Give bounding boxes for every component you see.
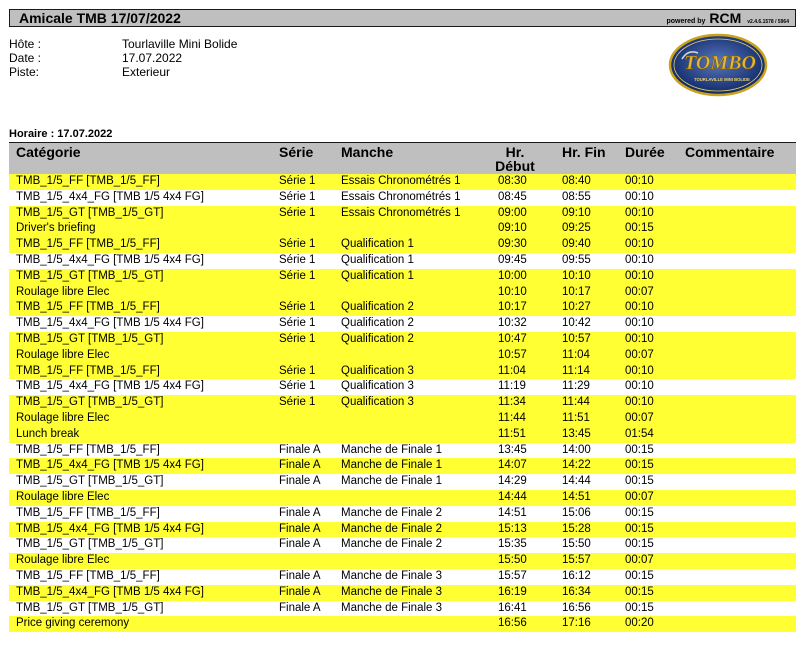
info-host-value: Tourlaville Mini Bolide [122,37,238,51]
cell-debut: 15:57 [498,569,527,582]
cell-debut: 10:32 [498,317,527,330]
table-row [9,458,796,474]
cell-debut: 14:07 [498,459,527,472]
info-date-label: Date : [9,51,42,65]
cell-serie: Finale A [279,522,321,535]
cell-debut: 16:41 [498,601,527,614]
cell-debut: 10:47 [498,332,527,345]
cell-fin: 09:25 [562,222,591,235]
logo-text: TOMBO [684,52,756,74]
cell-debut: 09:45 [498,253,527,266]
cell-categorie: Roulage libre Elec [16,348,110,361]
cell-categorie: TMB_1/5_FF [TMB_1/5_FF] [16,238,160,251]
cell-duree: 00:10 [625,332,654,345]
cell-duree: 00:10 [625,364,654,377]
cell-categorie: TMB_1/5_GT [TMB_1/5_GT] [16,206,164,219]
table-row [9,616,796,632]
table-row [9,427,796,443]
cell-manche: Qualification 1 [341,253,414,266]
table-row [9,269,796,285]
cell-duree: 00:07 [625,348,654,361]
table-row [9,348,796,364]
table-row [9,221,796,237]
cell-fin: 15:28 [562,522,591,535]
table-row [9,569,796,585]
cell-manche: Qualification 2 [341,301,414,314]
col-header-serie: Série [279,144,314,160]
cell-manche: Manche de Finale 1 [341,459,443,472]
col-header-commentaire: Commentaire [685,144,775,160]
schedule-table-header [9,142,796,174]
cell-serie: Série 1 [279,317,316,330]
cell-serie: Série 1 [279,253,316,266]
cell-duree: 00:10 [625,317,654,330]
cell-fin: 14:44 [562,475,591,488]
cell-debut: 10:10 [498,285,527,298]
cell-fin: 11:51 [562,411,590,424]
table-row [9,190,796,206]
col-header-categorie: Catégorie [16,144,81,160]
cell-categorie: TMB_1/5_FF [TMB_1/5_FF] [16,175,160,187]
cell-fin: 17:16 [562,617,591,630]
cell-serie: Série 1 [279,175,316,187]
cell-debut: 14:51 [498,506,527,519]
cell-debut: 11:34 [498,396,526,409]
cell-categorie: TMB_1/5_FF [TMB_1/5_FF] [16,569,160,582]
cell-fin: 14:51 [562,490,591,503]
cell-fin: 16:56 [562,601,591,614]
cell-categorie: Price giving ceremony [16,617,130,630]
cell-fin: 16:34 [562,585,591,598]
cell-serie: Série 1 [279,301,316,314]
table-row [9,316,796,332]
cell-fin: 10:27 [562,301,591,314]
cell-duree: 00:07 [625,285,654,298]
info-track-value: Exterieur [122,65,171,79]
cell-manche: Manche de Finale 2 [341,522,443,535]
cell-duree: 00:10 [625,175,654,187]
version-label: v2.4.6.1578 / 5964 [747,19,789,25]
cell-categorie: TMB_1/5_4x4_FG [TMB 1/5 4x4 FG] [16,380,204,393]
cell-serie: Finale A [279,506,321,519]
cell-manche: Essais Chronométrés 1 [341,190,461,203]
cell-categorie: TMB_1/5_GT [TMB_1/5_GT] [16,396,164,409]
cell-categorie: TMB_1/5_FF [TMB_1/5_FF] [16,506,160,519]
cell-manche: Qualification 3 [341,380,414,393]
cell-serie: Finale A [279,538,321,551]
cell-manche: Manche de Finale 1 [341,475,443,488]
cell-fin: 15:50 [562,538,591,551]
cell-categorie: TMB_1/5_4x4_FG [TMB 1/5 4x4 FG] [16,317,204,330]
cell-duree: 00:15 [625,585,654,598]
report-title-bar [9,9,796,27]
cell-categorie: Driver's briefing [16,222,96,235]
cell-manche: Qualification 2 [341,332,414,345]
col-header-duree: Durée [625,144,665,160]
cell-serie: Finale A [279,443,321,456]
table-row [9,585,796,601]
table-row [9,443,796,459]
cell-fin: 14:22 [562,459,591,472]
cell-fin: 15:06 [562,506,591,519]
cell-debut: 15:35 [498,538,527,551]
cell-debut: 10:17 [498,301,527,314]
cell-manche: Manche de Finale 1 [341,443,443,456]
cell-categorie: TMB_1/5_4x4_FG [TMB 1/5 4x4 FG] [16,190,204,203]
cell-duree: 00:07 [625,554,654,567]
table-row [9,379,796,395]
table-row [9,285,796,301]
table-row [9,237,796,253]
cell-debut: 11:44 [498,411,526,424]
cell-serie: Série 1 [279,364,316,377]
table-row [9,506,796,522]
cell-serie: Série 1 [279,190,316,203]
cell-duree: 00:10 [625,190,654,203]
cell-duree: 01:54 [625,427,654,440]
cell-duree: 00:15 [625,506,654,519]
col-header-manche: Manche [341,144,394,160]
cell-duree: 00:15 [625,475,654,488]
cell-debut: 16:56 [498,617,527,630]
cell-categorie: TMB_1/5_GT [TMB_1/5_GT] [16,601,164,614]
cell-debut: 15:13 [498,522,527,535]
schedule-table-body [9,174,796,632]
cell-categorie: Roulage libre Elec [16,411,110,424]
report-title: Amicale TMB 17/07/2022 [19,10,181,26]
cell-duree: 00:07 [625,411,654,424]
table-row [9,411,796,427]
cell-duree: 00:10 [625,396,654,409]
cell-serie: Série 1 [279,269,316,282]
cell-debut: 08:45 [498,190,527,203]
cell-duree: 00:15 [625,443,654,456]
cell-serie: Série 1 [279,396,316,409]
cell-serie: Finale A [279,601,321,614]
cell-duree: 00:15 [625,601,654,614]
col-header-debut-line2: Début [495,158,535,174]
cell-duree: 00:15 [625,522,654,535]
cell-manche: Manche de Finale 3 [341,585,443,598]
table-row [9,490,796,506]
cell-duree: 00:10 [625,380,654,393]
table-row [9,537,796,553]
cell-manche: Manche de Finale 3 [341,569,443,582]
cell-fin: 14:00 [562,443,591,456]
cell-duree: 00:15 [625,222,654,235]
cell-serie: Série 1 [279,332,316,345]
cell-duree: 00:10 [625,206,654,219]
cell-fin: 09:10 [562,206,591,219]
cell-fin: 08:55 [562,190,591,203]
info-date-value: 17.07.2022 [122,51,183,65]
cell-debut: 11:04 [498,364,526,377]
cell-duree: 00:10 [625,253,654,266]
cell-categorie: TMB_1/5_GT [TMB_1/5_GT] [16,332,164,345]
cell-debut: 10:00 [498,269,527,282]
table-row [9,253,796,269]
cell-debut: 14:44 [498,490,527,503]
cell-duree: 00:10 [625,269,654,282]
cell-manche: Qualification 1 [341,238,414,251]
info-host-label: Hôte : [9,37,42,51]
cell-fin: 09:55 [562,253,591,266]
cell-manche: Qualification 3 [341,396,414,409]
schedule-section-title: Horaire : 17.07.2022 [9,128,113,140]
cell-serie: Série 1 [279,206,316,219]
cell-fin: 15:57 [562,554,591,567]
cell-categorie: Roulage libre Elec [16,490,110,503]
cell-fin: 11:44 [562,396,590,409]
cell-debut: 15:50 [498,554,527,567]
cell-fin: 13:45 [562,427,591,440]
cell-serie: Finale A [279,475,321,488]
col-header-debut-line1: Hr. [505,144,525,160]
cell-debut: 13:45 [498,443,527,456]
cell-debut: 16:19 [498,585,527,598]
cell-categorie: TMB_1/5_FF [TMB_1/5_FF] [16,301,160,314]
cell-categorie: Lunch break [16,427,80,440]
cell-debut: 09:00 [498,206,527,219]
table-row [9,332,796,348]
cell-fin: 10:42 [562,317,591,330]
cell-manche: Manche de Finale 3 [341,601,443,614]
cell-debut: 09:30 [498,238,527,251]
cell-manche: Manche de Finale 2 [341,538,443,551]
cell-categorie: TMB_1/5_GT [TMB_1/5_GT] [16,538,164,551]
cell-categorie: TMB_1/5_4x4_FG [TMB 1/5 4x4 FG] [16,585,204,598]
table-row [9,601,796,617]
powered-by [666,10,789,26]
cell-fin: 08:40 [562,175,591,187]
table-row [9,364,796,380]
table-row [9,553,796,569]
info-track-label: Piste: [9,65,40,79]
cell-serie: Série 1 [279,380,316,393]
cell-categorie: TMB_1/5_4x4_FG [TMB 1/5 4x4 FG] [16,459,204,472]
cell-manche: Essais Chronométrés 1 [341,175,461,187]
brand-name: RCM [709,10,742,26]
table-row [9,300,796,316]
powered-by-label: powered by [666,18,706,25]
cell-debut: 08:30 [498,175,527,187]
cell-debut: 09:10 [498,222,527,235]
cell-categorie: TMB_1/5_FF [TMB_1/5_FF] [16,364,160,377]
table-row [9,395,796,411]
cell-categorie: TMB_1/5_4x4_FG [TMB 1/5 4x4 FG] [16,253,204,266]
cell-fin: 11:29 [562,380,590,393]
cell-manche: Manche de Finale 2 [341,506,443,519]
cell-fin: 10:57 [562,332,591,345]
cell-duree: 00:10 [625,238,654,251]
cell-fin: 16:12 [562,569,591,582]
cell-categorie: Roulage libre Elec [16,554,110,567]
cell-categorie: Roulage libre Elec [16,285,110,298]
cell-serie: Série 1 [279,238,316,251]
cell-fin: 09:40 [562,238,591,251]
cell-categorie: TMB_1/5_GT [TMB_1/5_GT] [16,475,164,488]
cell-duree: 00:15 [625,569,654,582]
table-row [9,522,796,538]
cell-serie: Finale A [279,569,321,582]
table-row [9,474,796,490]
cell-categorie: TMB_1/5_FF [TMB_1/5_FF] [16,443,160,456]
cell-fin: 10:17 [562,285,591,298]
cell-manche: Essais Chronométrés 1 [341,206,461,219]
tombo-club-logo [668,33,768,97]
cell-manche: Qualification 2 [341,317,414,330]
cell-categorie: TMB_1/5_4x4_FG [TMB 1/5 4x4 FG] [16,522,204,535]
cell-fin: 10:10 [562,269,591,282]
cell-duree: 00:20 [625,617,654,630]
cell-duree: 00:10 [625,301,654,314]
table-row [9,174,796,190]
cell-serie: Finale A [279,459,321,472]
logo-subtext: TOURLAVILLE MINI BOLIDE [694,77,750,82]
cell-fin: 11:04 [562,348,590,361]
cell-manche: Qualification 3 [341,364,414,377]
cell-serie: Finale A [279,585,321,598]
table-row [9,206,796,222]
cell-debut: 11:19 [498,380,526,393]
cell-duree: 00:15 [625,538,654,551]
cell-debut: 10:57 [498,348,527,361]
col-header-fin: Hr. Fin [562,144,606,160]
cell-duree: 00:07 [625,490,654,503]
cell-manche: Qualification 1 [341,269,414,282]
cell-duree: 00:15 [625,459,654,472]
cell-debut: 14:29 [498,475,527,488]
cell-categorie: TMB_1/5_GT [TMB_1/5_GT] [16,269,164,282]
cell-fin: 11:14 [562,364,590,377]
cell-debut: 11:51 [498,427,526,440]
